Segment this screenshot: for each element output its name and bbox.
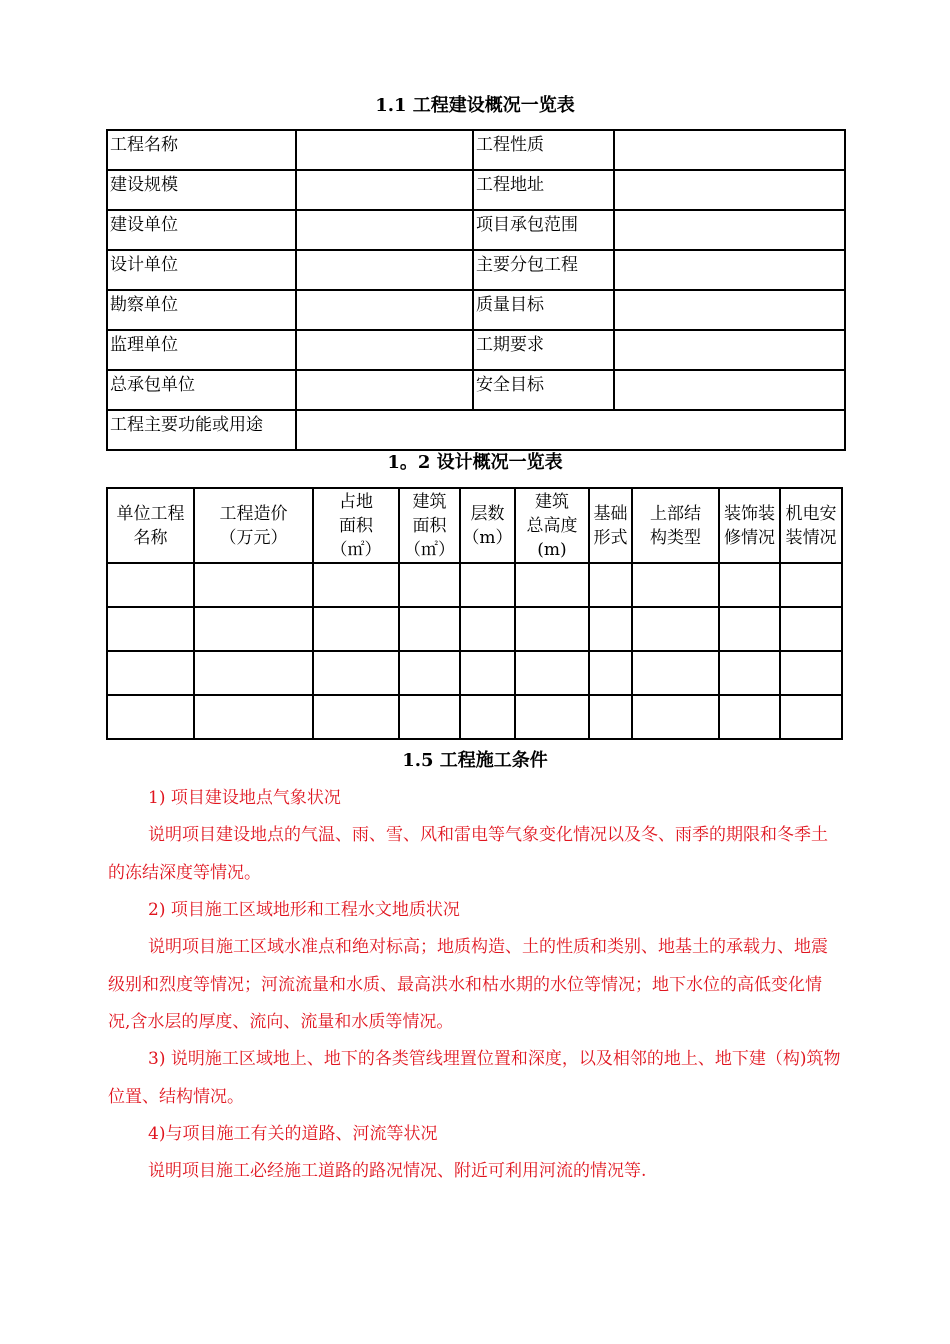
value-cell-left[interactable] [296,250,473,290]
table-cell[interactable] [589,607,632,651]
value-cell-function[interactable] [296,410,845,450]
table-row [107,290,845,330]
column-header-line: 修情况 [724,527,775,548]
value-cell-left[interactable] [296,290,473,330]
row-label-right: 工程性质 [473,130,614,170]
project-overview-table [106,129,846,451]
column-header-line: 单位工程 [116,503,185,524]
table-row [107,410,845,450]
value-cell-right[interactable] [614,130,845,170]
column-header-line: （㎡） [404,539,455,560]
column-header-line: 建筑 [535,491,569,512]
table-cell[interactable] [515,651,589,695]
column-header-line: 名称 [133,527,168,548]
column-header-line: 面积 [412,515,447,536]
row-label-left: 工程名称 [107,130,296,170]
table-row [107,330,845,370]
column-header [780,488,842,563]
table-cell[interactable] [194,563,313,607]
table-cell[interactable] [194,651,313,695]
column-header [313,488,399,563]
table-cell[interactable] [780,651,842,695]
column-header [719,488,780,563]
value-cell-right[interactable] [614,290,845,330]
column-header [399,488,460,563]
table-cell[interactable] [719,651,780,695]
item1-heading: 1) 项目建设地点气象状况 [148,788,341,808]
row-label-right: 工期要求 [473,330,614,370]
row-label-right: 安全目标 [473,370,614,410]
table-cell[interactable] [399,651,460,695]
table-cell[interactable] [313,651,399,695]
table-cell[interactable] [460,651,515,695]
table-cell[interactable] [107,695,194,739]
row-label-right: 主要分包工程 [473,250,614,290]
table-cell[interactable] [780,563,842,607]
value-cell-left[interactable] [296,330,473,370]
design-overview-table [106,487,843,740]
table-header-row [107,488,842,563]
table-row [107,130,845,170]
row-label-left: 总承包单位 [107,370,296,410]
table-row [107,651,842,695]
table-cell[interactable] [107,563,194,607]
table-row [107,170,845,210]
column-header [460,488,515,563]
table-cell[interactable] [589,563,632,607]
value-cell-right[interactable] [614,170,845,210]
table-cell[interactable] [780,695,842,739]
item4-text: 说明项目施工必经施工道路的路况情况、附近可利用河流的情况等. [148,1161,647,1181]
row-label-left: 建设单位 [107,210,296,250]
column-header [589,488,632,563]
column-header-line: 建筑 [412,491,447,512]
column-header-line: 工程造价 [219,503,288,524]
column-header-line: 层数 [470,503,505,524]
table-cell[interactable] [460,695,515,739]
value-cell-right[interactable] [614,210,845,250]
table-cell[interactable] [313,563,399,607]
value-cell-left[interactable] [296,170,473,210]
table-cell[interactable] [313,607,399,651]
row-label-function: 工程主要功能或用途 [107,410,296,450]
table-row [107,370,845,410]
table-cell[interactable] [194,607,313,651]
item1-text: 说明项目建设地点的气温、雨、雪、风和雷电等气象变化情况以及冬、雨季的期限和冬季土的冻结深度等情况。 [108,825,828,883]
table-cell[interactable] [632,651,719,695]
column-header-line: 机电安 [785,503,837,524]
table-row [107,250,845,290]
table-cell[interactable] [313,695,399,739]
table-cell[interactable] [399,695,460,739]
table-cell[interactable] [515,607,589,651]
item2-text: 说明项目施工区域水准点和绝对标高；地质构造、土的性质和类别、地基土的承载力、地震级别和烈度等情况；河流流量和水质、最高洪水和枯水期的水位等情况；地下水位的高低变化情况,含水层的厚度、流向、流量和水质等情况。 [108,937,828,1032]
column-header-line: 构类型 [650,527,701,548]
table-row [107,695,842,739]
value-cell-right[interactable] [614,330,845,370]
value-cell-left[interactable] [296,130,473,170]
table-cell[interactable] [589,695,632,739]
item4-heading: 4)与项目施工有关的道路、河流等状况 [148,1124,438,1144]
column-header-line: 总高度 [526,515,578,536]
table-cell[interactable] [719,563,780,607]
value-cell-left[interactable] [296,370,473,410]
column-header [194,488,313,563]
item2-heading: 2) 项目施工区域地形和工程水文地质状况 [148,900,460,920]
section-1-2-title: 1。2 设计概况一览表 [387,452,563,473]
column-header-line: 占地 [339,491,373,512]
table-cell[interactable] [632,563,719,607]
column-header [632,488,719,563]
table-cell[interactable] [460,563,515,607]
table-cell[interactable] [589,651,632,695]
column-header-line: 基础 [593,503,628,524]
column-header-line: 上部结 [650,503,701,524]
table-cell[interactable] [515,695,589,739]
row-label-left: 勘察单位 [107,290,296,330]
column-header [515,488,589,563]
table-cell[interactable] [107,607,194,651]
row-label-right: 项目承包范围 [473,210,614,250]
column-header-line: (m) [537,539,567,560]
column-header-line: 面积 [339,515,373,536]
value-cell-left[interactable] [296,210,473,250]
value-cell-right[interactable] [614,250,845,290]
table-cell[interactable] [107,651,194,695]
table-row [107,210,845,250]
table-cell[interactable] [632,695,719,739]
column-header-line: 装情况 [785,527,837,548]
column-header-line: 装饰装 [724,503,775,524]
column-header-line: （m） [462,527,513,548]
table-cell[interactable] [399,607,460,651]
column-header-line: （㎡） [330,539,382,560]
column-header-line: 形式 [593,527,628,548]
table-cell[interactable] [719,607,780,651]
table-cell[interactable] [194,695,313,739]
value-cell-right[interactable] [614,370,845,410]
column-header [107,488,194,563]
section-1-5-title: 1.5 工程施工条件 [402,750,548,771]
table-cell[interactable] [399,563,460,607]
row-label-left: 监理单位 [107,330,296,370]
row-label-right: 工程地址 [473,170,614,210]
row-label-right: 质量目标 [473,290,614,330]
column-header-line: （万元） [219,527,288,548]
row-label-left: 设计单位 [107,250,296,290]
table-cell[interactable] [460,607,515,651]
table-row [107,563,842,607]
row-label-left: 建设规模 [107,170,296,210]
table-cell[interactable] [632,607,719,651]
table-row [107,607,842,651]
item3-text: 3) 说明施工区域地上、地下的各类管线埋置位置和深度，以及相邻的地上、地下建（构)筑物位置、结构情况。 [108,1049,841,1107]
table-cell[interactable] [719,695,780,739]
table-cell[interactable] [780,607,842,651]
section-1-1-title: 1.1 工程建设概况一览表 [375,95,575,116]
table-cell[interactable] [515,563,589,607]
